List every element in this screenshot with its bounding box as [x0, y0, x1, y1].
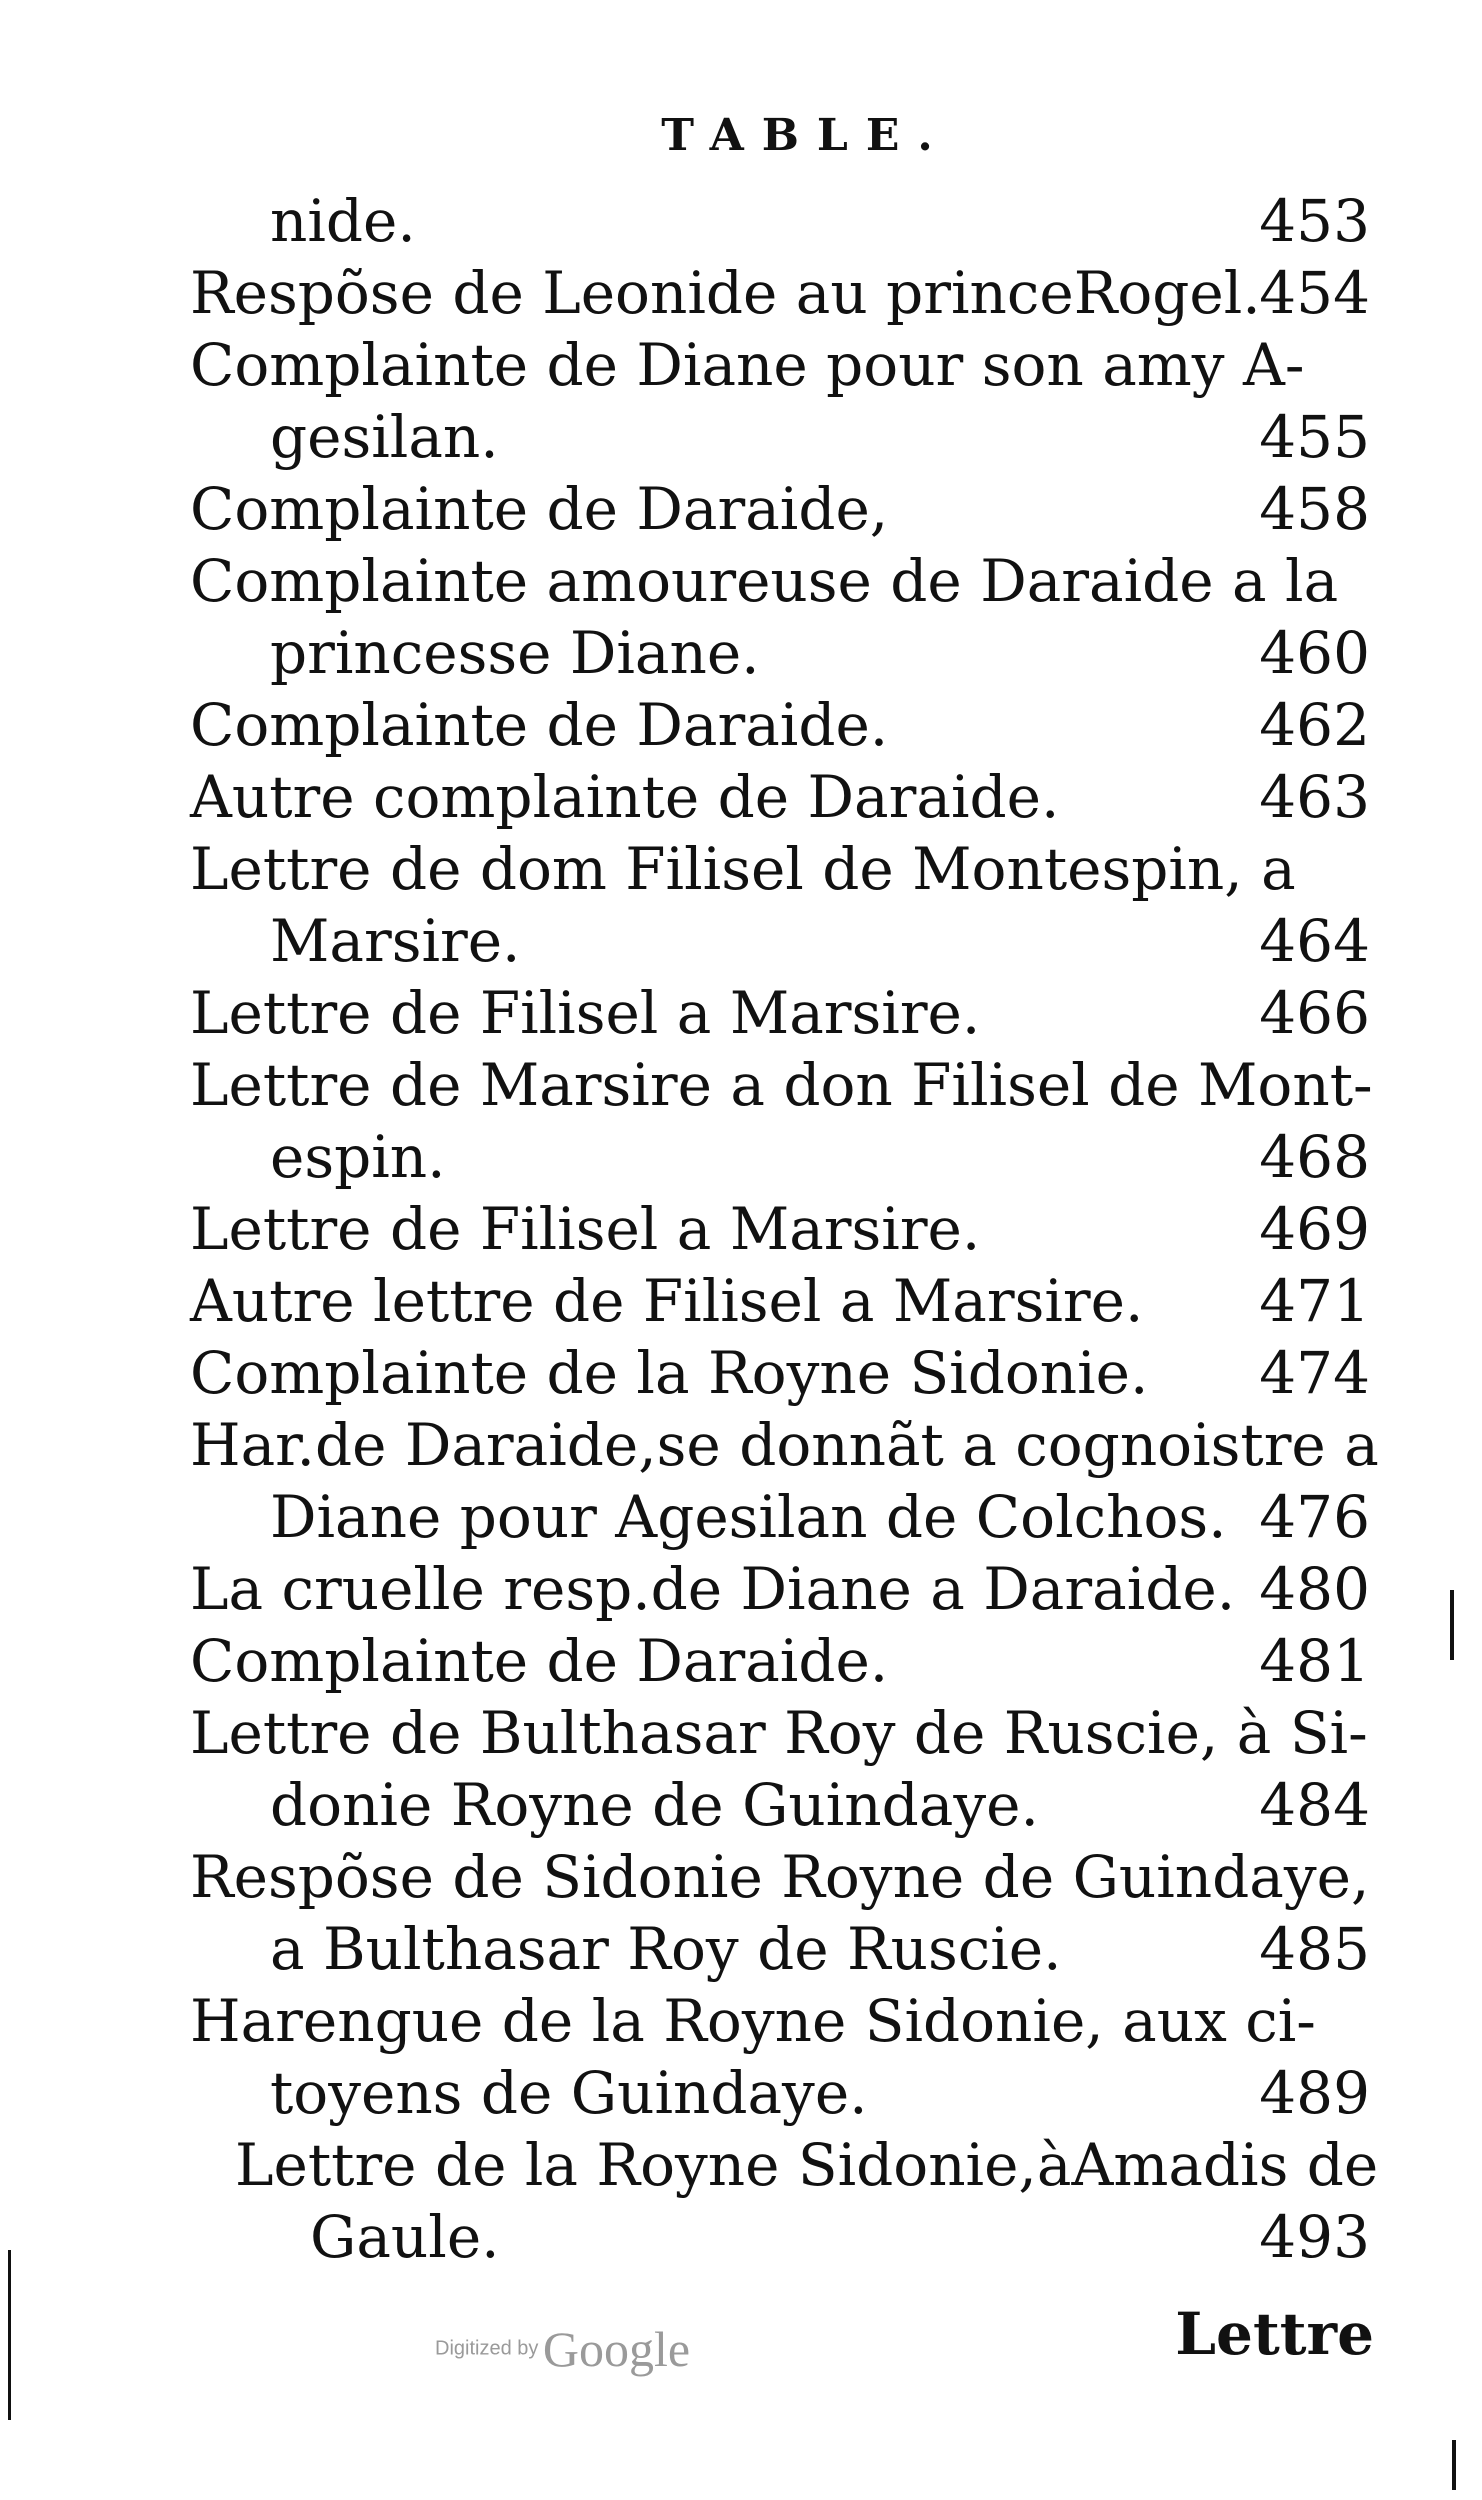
- toc-entry-title: Har.de Daraide,se donnãt a cognoistre a: [190, 1411, 1379, 1479]
- toc-entry-page: 489: [1259, 2059, 1370, 2127]
- toc-entry-title: Complainte de Daraide.: [190, 1627, 889, 1695]
- toc-entry: [190, 1193, 1370, 1265]
- margin-mark-left: [8, 2250, 11, 2420]
- toc-entry: [190, 1049, 1373, 1121]
- toc-entry: [190, 689, 1370, 761]
- toc-entry-title: toyens de Guindaye.: [270, 2059, 868, 2127]
- toc-entry: [190, 1481, 1370, 1553]
- margin-mark-bottom: [1452, 2440, 1456, 2490]
- toc-entry-title: donie Royne de Guindaye.: [270, 1771, 1039, 1839]
- toc-entry: [190, 617, 1370, 689]
- toc-entry: [190, 761, 1370, 833]
- toc-entry: [190, 2201, 1370, 2273]
- margin-mark-top: [1450, 1590, 1454, 1660]
- toc-entry-title: Complainte de Daraide,: [190, 475, 889, 543]
- toc-entry-title: Gaule.: [310, 2203, 500, 2271]
- toc-entry-title: espin.: [270, 1123, 446, 1191]
- toc-entry-title: Complainte de Daraide.: [190, 691, 889, 759]
- toc-entry: [190, 2129, 1379, 2201]
- toc-entry-title: a Bulthasar Roy de Ruscie.: [270, 1915, 1062, 1983]
- toc-entry: [190, 1265, 1370, 1337]
- toc-entry-page: 474: [1259, 1339, 1370, 1407]
- toc-entry: [190, 1553, 1370, 1625]
- toc-entry-title: Diane pour Agesilan de Colchos.: [270, 1483, 1227, 1551]
- toc-entry-page: 493: [1259, 2203, 1370, 2271]
- toc-entry-title: Complainte de Diane pour son amy A-: [190, 331, 1305, 399]
- toc-entry-page: 466: [1259, 979, 1370, 1047]
- toc-entry-title: Respõse de Leonide au princeRogel.: [190, 259, 1261, 327]
- toc-entry-page: 480: [1259, 1555, 1370, 1623]
- toc-entry: [190, 977, 1370, 1049]
- toc-entry: [190, 401, 1370, 473]
- toc-entry-title: Marsire.: [270, 907, 521, 975]
- toc-entry-page: 455: [1259, 403, 1370, 471]
- toc-entry-title: gesilan.: [270, 403, 499, 471]
- toc-entry-title: Respõse de Sidonie Royne de Guindaye,: [190, 1843, 1370, 1911]
- toc-entry: [190, 1121, 1370, 1193]
- toc-entry-page: 471: [1259, 1267, 1370, 1335]
- toc-entry: [190, 473, 1370, 545]
- toc-entry-title: nide.: [270, 187, 416, 255]
- toc-entry: [190, 1697, 1370, 1769]
- toc-entry-title: Lettre de Filisel a Marsire.: [190, 1195, 981, 1263]
- toc-entry-title: Harengue de la Royne Sidonie, aux ci-: [190, 1987, 1316, 2055]
- toc-entry: [190, 1913, 1370, 1985]
- toc-entry-page: 462: [1259, 691, 1370, 759]
- toc-entry: [190, 329, 1370, 401]
- page-header: TABLE.: [661, 110, 951, 161]
- toc-entry: [190, 2057, 1370, 2129]
- toc-entry-page: 468: [1259, 1123, 1370, 1191]
- table-of-contents: [190, 185, 1379, 2273]
- toc-entry-title: Lettre de la Royne Sidonie,àAmadis de: [235, 2131, 1379, 2199]
- toc-entry-page: 464: [1259, 907, 1370, 975]
- toc-entry: [190, 1409, 1379, 1481]
- toc-entry: [190, 1985, 1370, 2057]
- toc-entry: [190, 1625, 1370, 1697]
- catchword: Lettre: [1175, 2300, 1374, 2368]
- toc-entry-title: Lettre de dom Filisel de Montespin, a: [190, 835, 1296, 903]
- toc-entry-page: 484: [1259, 1771, 1370, 1839]
- toc-entry: [190, 185, 1370, 257]
- toc-entry-title: Autre complainte de Daraide.: [190, 763, 1060, 831]
- toc-entry-page: 460: [1259, 619, 1370, 687]
- toc-entry: [190, 1337, 1370, 1409]
- toc-entry-title: princesse Diane.: [270, 619, 760, 687]
- toc-entry-page: 485: [1259, 1915, 1370, 1983]
- toc-entry-page: 481: [1259, 1627, 1370, 1695]
- toc-entry-title: Autre lettre de Filisel a Marsire.: [190, 1267, 1144, 1335]
- toc-entry-page: 458: [1259, 475, 1370, 543]
- toc-entry-title: Lettre de Filisel a Marsire.: [190, 979, 981, 1047]
- toc-entry: [190, 1769, 1370, 1841]
- toc-entry-page: 469: [1259, 1195, 1370, 1263]
- toc-entry: [190, 1841, 1370, 1913]
- watermark-brand: Google: [542, 2321, 691, 2377]
- toc-entry-page: 454: [1259, 259, 1370, 327]
- toc-entry: [190, 257, 1370, 329]
- toc-entry-page: 476: [1259, 1483, 1370, 1551]
- toc-entry: [190, 905, 1370, 977]
- toc-entry-title: Lettre de Marsire a don Filisel de Mont-: [190, 1051, 1373, 1119]
- toc-entry: [190, 545, 1370, 617]
- digitization-watermark: [435, 2320, 690, 2378]
- toc-entry-title: La cruelle resp.de Diane a Daraide.: [190, 1555, 1236, 1623]
- toc-entry-title: Complainte de la Royne Sidonie.: [190, 1339, 1149, 1407]
- toc-entry-title: Lettre de Bulthasar Roy de Ruscie, à Si-: [190, 1699, 1368, 1767]
- toc-entry-page: 453: [1259, 187, 1370, 255]
- watermark-prefix: Digitized by: [435, 2337, 539, 2360]
- toc-entry-page: 463: [1259, 763, 1370, 831]
- toc-entry-title: Complainte amoureuse de Daraide a la: [190, 547, 1339, 615]
- toc-entry: [190, 833, 1370, 905]
